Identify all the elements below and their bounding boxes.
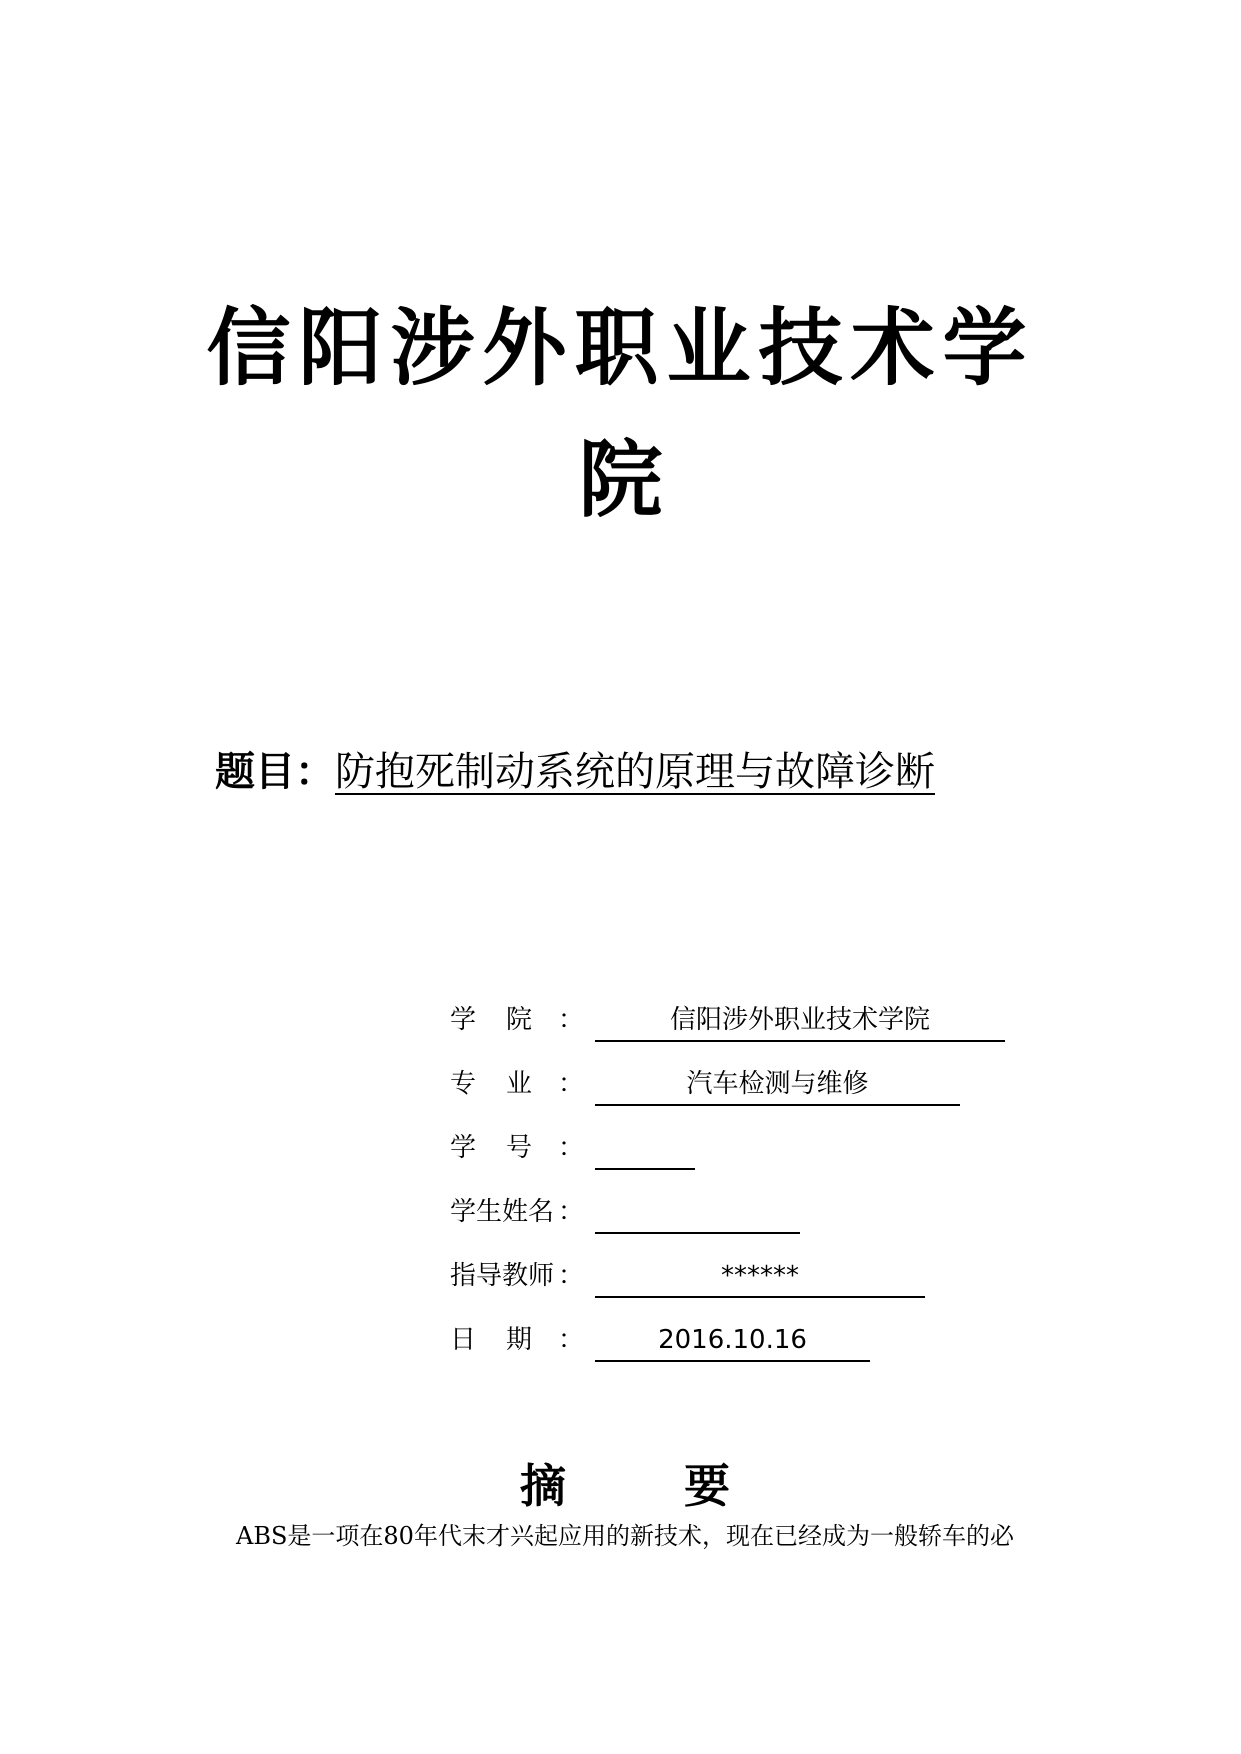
major-colon: ： [558,1069,585,1099]
student-id-field [595,1128,695,1170]
college-colon: ： [558,1005,585,1035]
date-label: 日 期 [450,1325,532,1355]
institution-title-line-2: 院 [578,430,663,529]
abstract-first-line: ABS是一项在80年代末才兴起应用的新技术，现在已经成为一般轿车的必 [236,1522,1014,1550]
topic-row [215,740,935,800]
institution-title-line-1: 信阳涉外职业技术学 [206,298,1035,397]
topic-label: 题目： [215,749,335,795]
major-field: 汽车检测与维修 [595,1064,960,1106]
date-colon: ： [558,1325,585,1355]
student-name-label: 学生姓名 [450,1197,555,1227]
student-id-colon: ： [558,1133,585,1163]
student-id-label: 学 号 [450,1133,532,1163]
advisor-label: 指导教师 [450,1261,555,1291]
date-field: 2016.10.16 [595,1320,870,1362]
college-field: 信阳涉外职业技术学院 [595,1000,1005,1042]
student-name-colon: ： [558,1197,585,1227]
abstract-heading: 摘 要 [520,1459,730,1513]
student-name-field [595,1192,800,1234]
advisor-field: ****** [595,1256,925,1298]
college-label: 学 院 [450,1005,532,1035]
advisor-colon: ： [558,1261,585,1291]
major-label: 专 业 [450,1069,532,1099]
topic-value: 防抱死制动系统的原理与故障诊断 [335,749,935,795]
